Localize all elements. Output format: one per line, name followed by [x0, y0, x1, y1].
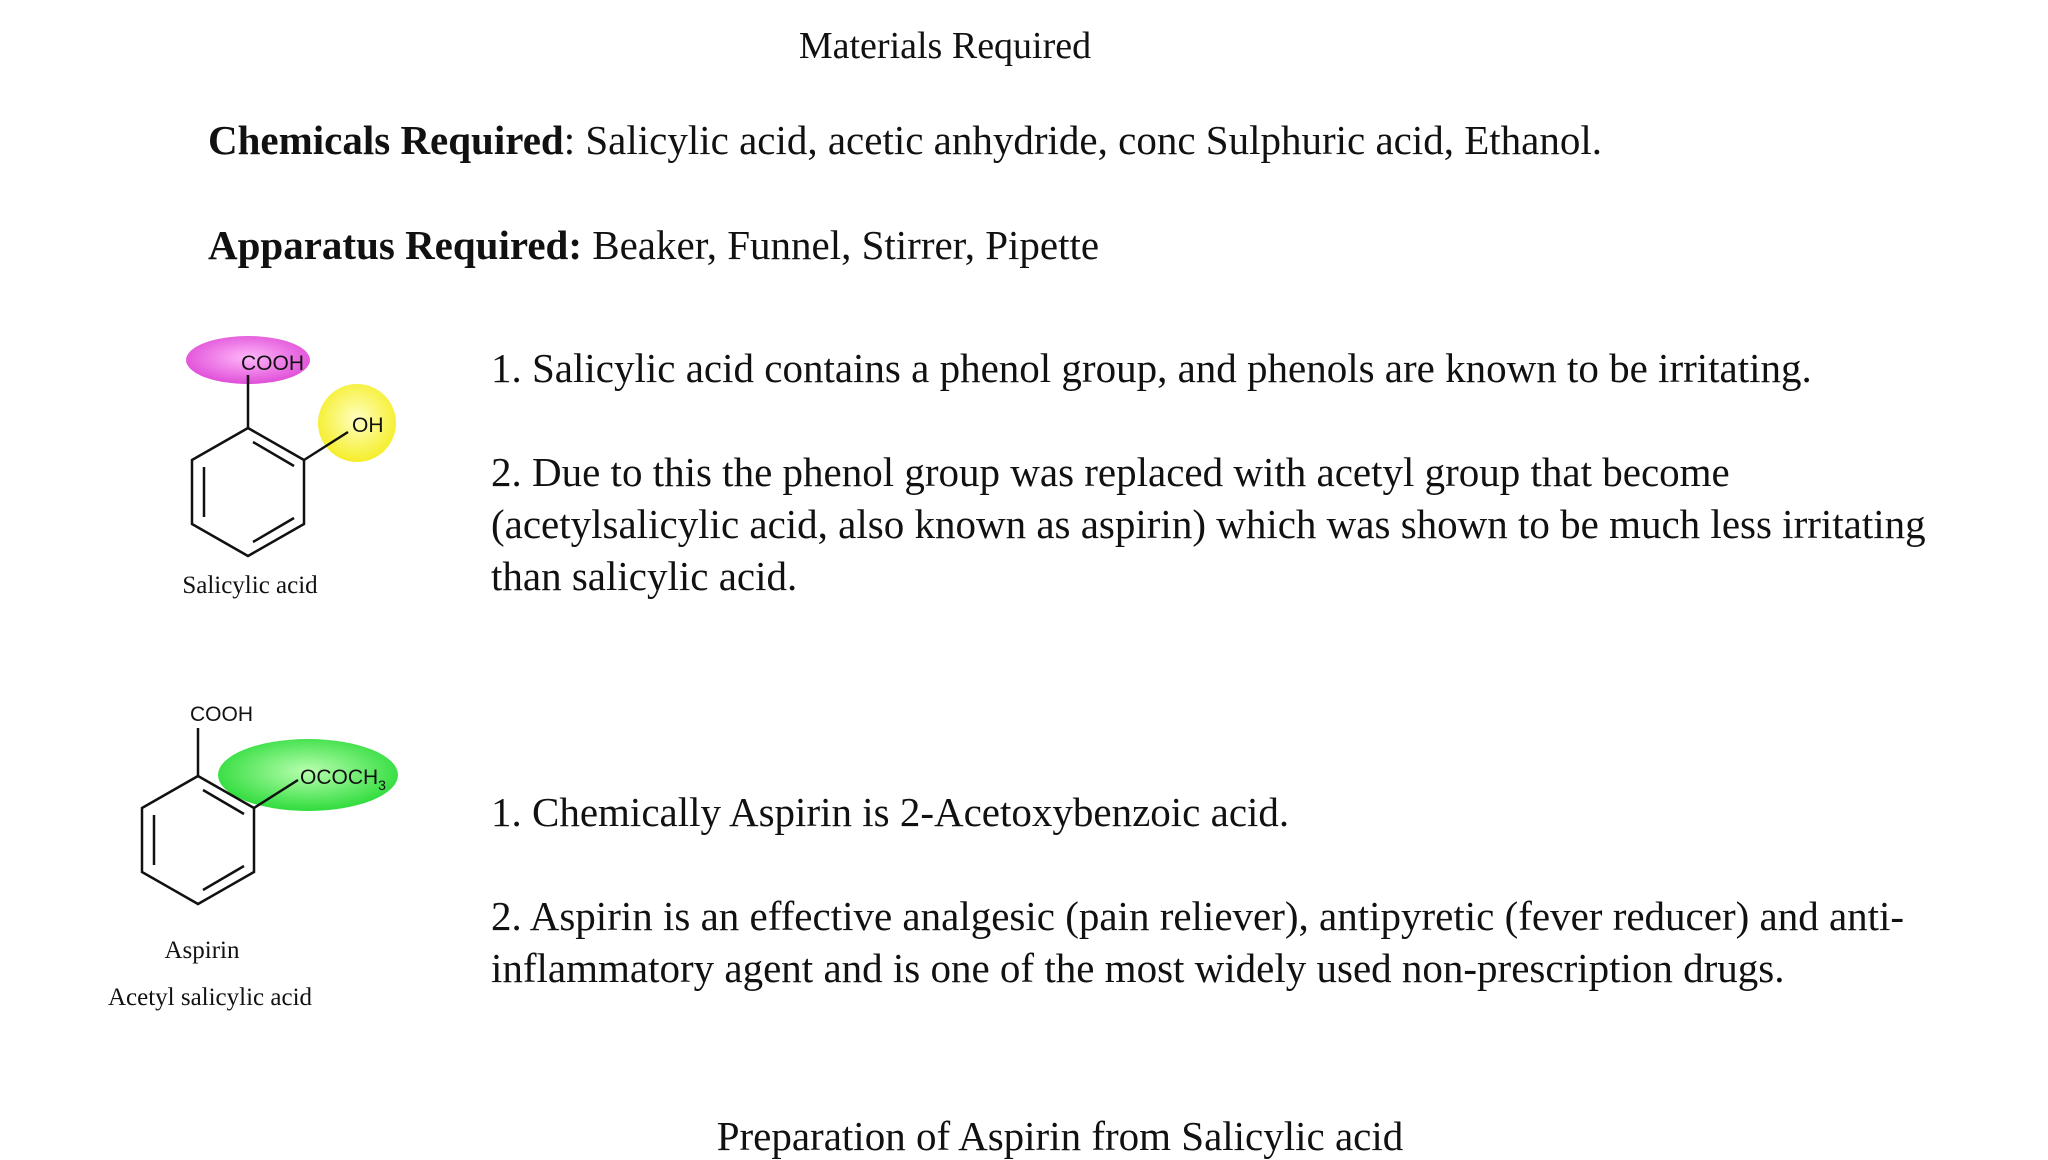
salicylic-acid-structure	[170, 320, 430, 560]
cooh-label: COOH	[190, 703, 253, 726]
salicylic-acid-caption: Salicylic acid	[182, 572, 318, 599]
chemicals-required-text: : Salicylic acid, acetic anhydride, conc Sulphuric acid, Ethanol.	[563, 117, 1603, 163]
apparatus-required-line	[208, 221, 1099, 269]
acetyl-salicylic-acid-caption: Acetyl salicylic acid	[107, 984, 313, 1011]
aspirin-point-1: 1. Chemically Aspirin is 2-Acetoxybenzoic acid.	[491, 789, 1290, 835]
bottom-section-title: Preparation of Aspirin from Salicylic acid	[716, 1113, 1404, 1159]
page-title: Materials Required	[798, 25, 1092, 67]
chemicals-required-label: Chemicals Required	[208, 117, 564, 163]
salicylic-point-1: 1. Salicylic acid contains a phenol group, and phenols are known to be irritating.	[491, 345, 1812, 391]
aspirin-structure	[130, 700, 410, 920]
aspirin-point-2: 2. Aspirin is an effective analgesic (pain reliever), antipyretic (fever reducer) and anti-inflammatory agent and is one of the most widely used non-prescription drugs.	[491, 893, 1905, 991]
apparatus-required-label: Apparatus Required:	[208, 222, 582, 268]
apparatus-required-text: Beaker, Funnel, Stirrer, Pipette	[582, 222, 1100, 268]
ococh3-label	[300, 766, 386, 793]
subscript-3: 3	[378, 777, 386, 793]
aspirin-caption: Aspirin	[164, 937, 240, 964]
ococh-text: OCOCH	[300, 766, 379, 789]
salicylic-point-2: 2. Due to this the phenol group was replaced with acetyl group that become (acetylsalicylic acid, also known as aspirin) which was shown to be much less irritating than salicylic acid.	[491, 449, 1926, 599]
oh-label: OH	[352, 414, 384, 437]
chemicals-required-line	[208, 116, 1602, 164]
cooh-label: COOH	[241, 352, 304, 375]
